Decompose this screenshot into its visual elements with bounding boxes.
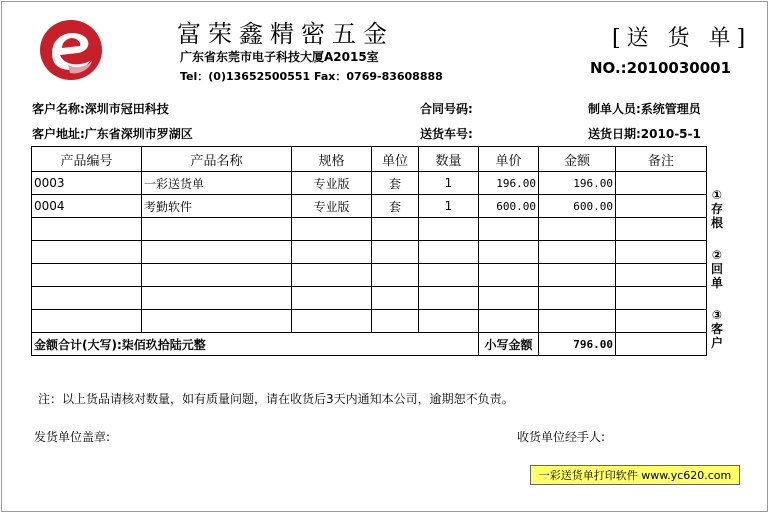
cell-code xyxy=(32,264,142,287)
cell-amount: 600.00 xyxy=(539,195,616,218)
document-title: [送 货 单] xyxy=(612,26,752,51)
company-logo-icon xyxy=(38,17,104,81)
cell-unit: 套 xyxy=(372,195,419,218)
disclaimer-note: 注：以上货品请核对数量，如有质量问题，请在收货后3天内通知本公司，逾期恕不负责。 xyxy=(38,392,514,406)
table-row xyxy=(32,241,707,264)
cell-name xyxy=(142,264,292,287)
cell-remark xyxy=(616,218,707,241)
cell-unit: 套 xyxy=(372,172,419,195)
document-number: NO.:2010030001 xyxy=(590,59,732,77)
cell-qty xyxy=(419,241,479,264)
header-remark: 备注 xyxy=(616,147,707,172)
cell-spec xyxy=(292,218,372,241)
cell-price xyxy=(479,218,539,241)
cell-code: 0004 xyxy=(32,195,142,218)
vehicle-number: 送货车号: xyxy=(420,127,473,141)
cell-amount xyxy=(539,218,616,241)
cell-qty xyxy=(419,264,479,287)
customer-name: 客户名称:深圳市冠田科技 xyxy=(32,102,169,116)
customer-address: 客户地址:广东省深圳市罗湖区 xyxy=(32,127,193,141)
cell-remark xyxy=(616,241,707,264)
header-product-code: 产品编号 xyxy=(32,147,142,172)
cell-spec: 专业版 xyxy=(292,195,372,218)
cell-price: 600.00 xyxy=(479,195,539,218)
header-unit: 单位 xyxy=(372,147,419,172)
cell-spec: 专业版 xyxy=(292,172,372,195)
company-name: 富荣鑫精密五金 xyxy=(177,20,394,48)
cell-code xyxy=(32,310,142,333)
side-label-stub: ①存根 xyxy=(710,188,723,230)
cell-code: 0003 xyxy=(32,172,142,195)
header-quantity: 数量 xyxy=(419,147,479,172)
table-row xyxy=(32,264,707,287)
cell-amount xyxy=(539,241,616,264)
cell-unit xyxy=(372,310,419,333)
contract-number: 合同号码: xyxy=(420,102,473,116)
cell-price xyxy=(479,241,539,264)
cell-qty xyxy=(419,287,479,310)
cell-unit xyxy=(372,241,419,264)
cell-remark xyxy=(616,264,707,287)
total-row xyxy=(32,333,707,356)
cell-amount xyxy=(539,264,616,287)
cell-code xyxy=(32,241,142,264)
side-label-receipt: ②回单 xyxy=(710,248,723,290)
side-label-customer: ③客户 xyxy=(710,308,723,350)
sender-seal-label: 发货单位盖章: xyxy=(34,430,111,444)
delivery-note-page xyxy=(1,1,768,512)
cell-code xyxy=(32,218,142,241)
cell-remark xyxy=(616,310,707,333)
cell-qty xyxy=(419,218,479,241)
cell-spec xyxy=(292,241,372,264)
cell-name xyxy=(142,310,292,333)
cell-price xyxy=(479,287,539,310)
items-table xyxy=(31,146,707,356)
total-lower-value: 796.00 xyxy=(539,333,616,356)
cell-name xyxy=(142,218,292,241)
cell-remark xyxy=(616,195,707,218)
cell-remark xyxy=(616,287,707,310)
table-row xyxy=(32,195,707,218)
cell-price: 196.00 xyxy=(479,172,539,195)
cell-name: 考勤软件 xyxy=(142,195,292,218)
cell-price xyxy=(479,310,539,333)
total-lower-label: 小写金额 xyxy=(479,333,539,356)
cell-code xyxy=(32,287,142,310)
cell-amount xyxy=(539,287,616,310)
cell-unit xyxy=(372,287,419,310)
header-unit-price: 单价 xyxy=(479,147,539,172)
cell-amount xyxy=(539,310,616,333)
cell-name: 一彩送货单 xyxy=(142,172,292,195)
cell-name xyxy=(142,287,292,310)
cell-spec xyxy=(292,287,372,310)
table-header-row xyxy=(32,147,707,172)
cell-spec xyxy=(292,264,372,287)
header-product-name: 产品名称 xyxy=(142,147,292,172)
table-row xyxy=(32,310,707,333)
cell-unit xyxy=(372,218,419,241)
cell-qty: 1 xyxy=(419,172,479,195)
total-upper-amount: 金额合计(大写):柒佰玖拾陆元整 xyxy=(32,333,479,356)
table-row xyxy=(32,218,707,241)
cell-qty: 1 xyxy=(419,195,479,218)
cell-name xyxy=(142,241,292,264)
table-row xyxy=(32,172,707,195)
cell-qty xyxy=(419,310,479,333)
cell-spec xyxy=(292,310,372,333)
cell-unit xyxy=(372,264,419,287)
cell-amount: 196.00 xyxy=(539,172,616,195)
maker: 制单人员:系统管理员 xyxy=(588,102,701,116)
total-remark xyxy=(616,333,707,356)
header-spec: 规格 xyxy=(292,147,372,172)
company-contact: Tel：(0)13652500551 Fax：0769-83608888 xyxy=(180,70,443,83)
delivery-date: 送货日期:2010-5-1 xyxy=(588,127,701,141)
table-row xyxy=(32,287,707,310)
cell-price xyxy=(479,264,539,287)
company-address: 广东省东莞市电子科技大厦A2015室 xyxy=(180,50,379,64)
software-badge-link[interactable]: 一彩送货单打印软件 www.yc620.com xyxy=(530,465,740,485)
cell-remark xyxy=(616,172,707,195)
header-amount: 金额 xyxy=(539,147,616,172)
receiver-label: 收货单位经手人: xyxy=(517,430,606,444)
